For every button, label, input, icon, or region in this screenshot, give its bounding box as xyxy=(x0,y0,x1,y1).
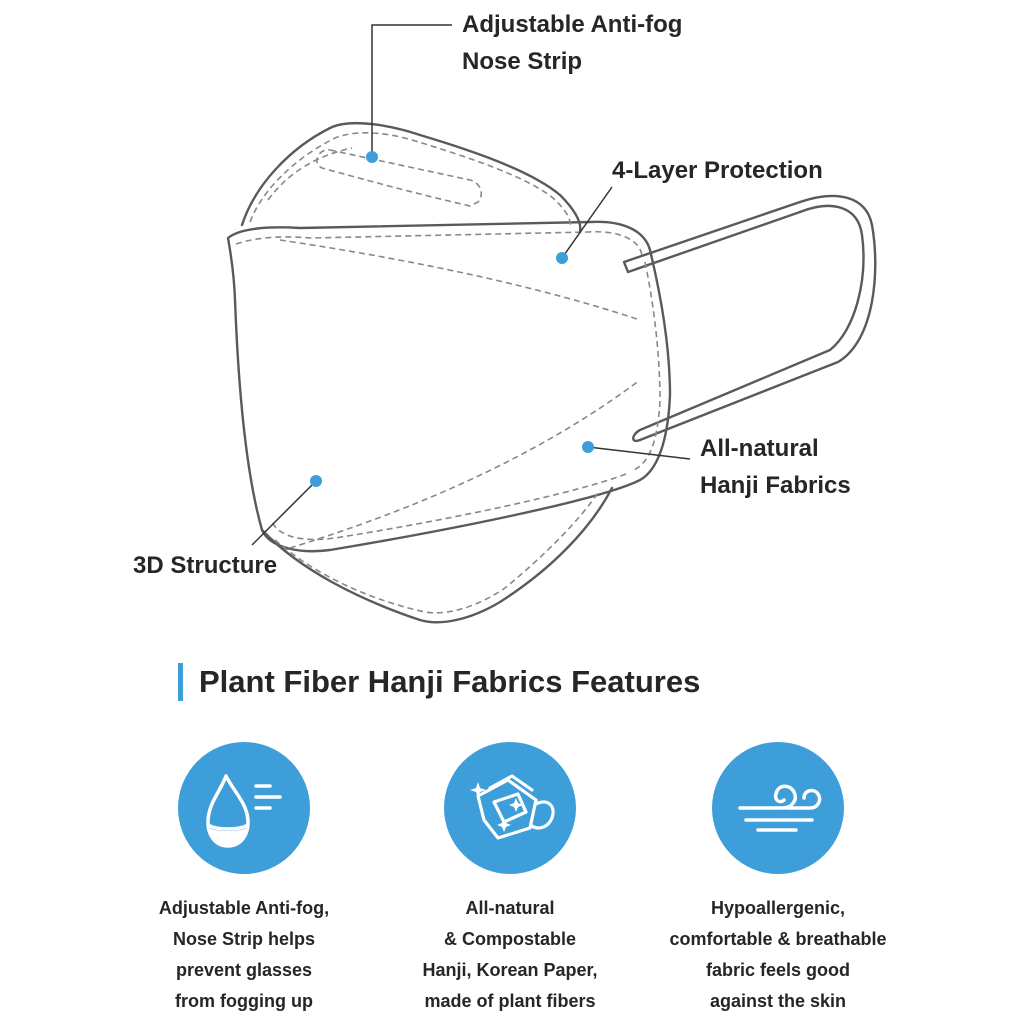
stitch-top-inner xyxy=(268,148,352,200)
water-drop-icon xyxy=(178,742,310,874)
feature-line: All-natural xyxy=(465,898,555,918)
mask-sparkle-icon xyxy=(444,742,576,874)
stitch-front-right xyxy=(634,262,660,470)
marker-nose-strip xyxy=(366,151,378,163)
callout-nose-strip-line-1: Adjustable Anti-fog xyxy=(462,11,683,38)
mask-bottom-panel xyxy=(262,488,612,622)
leader-nose-strip xyxy=(372,25,452,157)
air-flow-icon xyxy=(712,742,844,874)
callout-structure-line-1: 3D Structure xyxy=(133,552,278,579)
marker-layer xyxy=(556,252,568,264)
section-title-text: Plant Fiber Hanji Fabrics Features xyxy=(199,664,701,699)
marker-structure xyxy=(310,475,322,487)
feature-line: prevent glasses xyxy=(175,960,313,980)
feature-line: from fogging up xyxy=(175,991,313,1011)
feature-line: Nose Strip helps xyxy=(172,929,316,949)
callout-structure xyxy=(133,547,277,584)
callout-nose-strip xyxy=(462,6,682,80)
feature-line: fabric feels good xyxy=(705,960,851,980)
leader-structure xyxy=(252,481,316,545)
stitch-front-top xyxy=(236,232,642,256)
feature-text-hypoallergenic xyxy=(638,893,918,1017)
callout-fabric-line-1: All-natural xyxy=(700,435,819,462)
leader-fabric xyxy=(588,447,690,459)
marker-fabric xyxy=(582,441,594,453)
feature-text-anti-fog xyxy=(104,893,384,1017)
mask-top-panel xyxy=(242,123,580,232)
callout-layer-line-1: 4-Layer Protection xyxy=(612,157,823,184)
feature-line: Hanji, Korean Paper, xyxy=(422,960,598,980)
section-title xyxy=(178,660,700,704)
feature-line: made of plant fibers xyxy=(424,991,596,1011)
ear-loop xyxy=(624,196,875,441)
callout-fabric xyxy=(700,430,851,504)
feature-line: Adjustable Anti-fog, xyxy=(158,898,330,918)
feature-line: against the skin xyxy=(709,991,847,1011)
feature-line: Hypoallergenic, xyxy=(710,898,846,918)
title-accent-bar xyxy=(178,663,183,701)
callout-layer xyxy=(612,152,823,189)
stitch-fold-upper xyxy=(280,240,640,320)
stitch-fold-lower xyxy=(290,380,640,548)
feature-line: & Compostable xyxy=(443,929,576,949)
callout-fabric-line-2: Hanji Fabrics xyxy=(700,472,851,499)
nose-strip xyxy=(317,150,481,206)
feature-line: comfortable & breathable xyxy=(669,929,887,949)
callout-nose-strip-line-2: Nose Strip xyxy=(462,48,583,75)
feature-text-compostable xyxy=(370,893,650,1017)
